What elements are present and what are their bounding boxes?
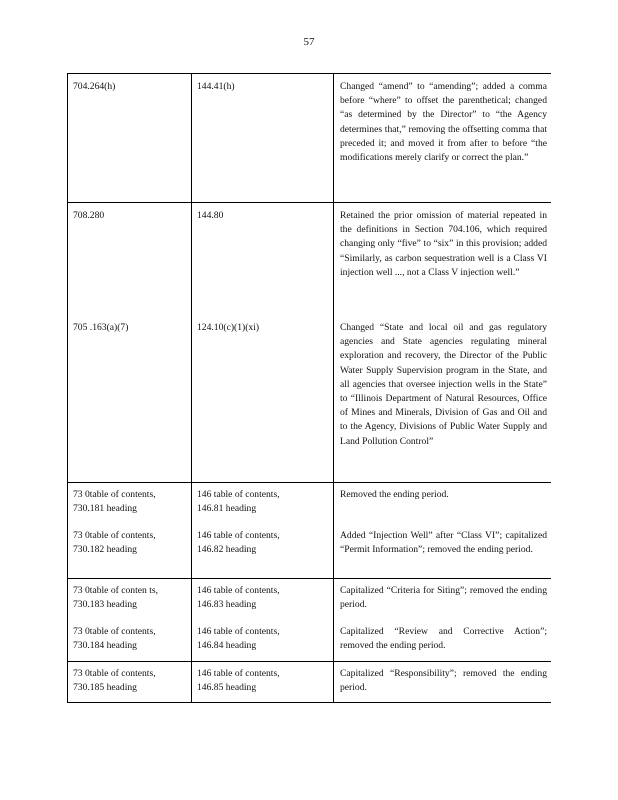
cfr-section-cell [192, 74, 334, 203]
change-description: Capitalized “Criteria for Siting”; removed the ending period. [340, 585, 547, 611]
change-cell [334, 483, 552, 579]
cfr-section-cell [192, 483, 334, 579]
il-section: 73 0table of contents, 730.185 heading [73, 668, 156, 694]
change-description: Removed the ending period. [340, 489, 449, 500]
change-description: Changed “amend” to “amending”; added a comma before “where” to offset the parenthetical; changed “as determined by the Director” to “the Agency determines that,” removing the offsetting comma that preceded it; and moved it from after to before “the modifications merely clarify or correct the plan.” [340, 81, 547, 164]
cfr-section: 124.10(c)(1)(xi) [197, 322, 260, 333]
il-section: 705 .163(a)(7) [73, 322, 129, 333]
page-number: 57 [303, 36, 315, 48]
table-row [68, 662, 552, 703]
cfr-section: 146 table of contents, 146.81 heading [197, 489, 280, 515]
cfr-section: 146 table of contents, 146.84 heading [197, 626, 280, 652]
il-section: 73 0table of contents, 730.182 heading [73, 530, 156, 556]
change-cell [334, 203, 552, 483]
amendments-table [67, 73, 551, 703]
table-row [68, 74, 552, 203]
table-row [68, 579, 552, 662]
table-row [68, 483, 552, 579]
change-description: Capitalized “Responsibility”; removed the ending period. [340, 668, 547, 694]
cfr-section: 146 table of contents, 146.85 heading [197, 668, 280, 694]
cfr-section: 144.80 [197, 210, 224, 221]
change-cell [334, 579, 552, 662]
cfr-section: 146 table of contents, 146.83 heading [197, 585, 280, 611]
il-section-cell [68, 662, 192, 703]
il-section-cell [68, 74, 192, 203]
il-section: 73 0table of contents, 730.184 heading [73, 626, 156, 652]
cfr-section-cell [192, 579, 334, 662]
change-description: Changed “State and local oil and gas regulatory agencies and State agencies regulating mineral exploration and recovery, the Director of the Public Water Supply Supervision program in the State, and all agencies that oversee injection wells in the State” to “Illinois Department of Natural Resources, Office of Mines and Minerals, Division of Gas and Oil and to the Agency, Divisions of Public Water Supply and Land Pollution Control” [340, 322, 547, 447]
change-description: Capitalized “Review and Corrective Action”; removed the ending period. [340, 626, 547, 652]
il-section: 73 0table of conten ts, 730.183 heading [73, 585, 158, 611]
cfr-section-cell [192, 662, 334, 703]
table-row [68, 203, 552, 483]
il-section-cell [68, 579, 192, 662]
cfr-section: 144.41(h) [197, 81, 235, 92]
change-description: Added “Injection Well” after “Class VI”; capitalized “Permit Information”; removed the ending period. [340, 530, 547, 556]
il-section: 704.264(h) [73, 81, 116, 92]
il-section: 73 0table of contents, 730.181 heading [73, 489, 156, 515]
change-cell [334, 74, 552, 203]
cfr-section-cell [192, 203, 334, 483]
cfr-section: 146 table of contents, 146.82 heading [197, 530, 280, 556]
il-section-cell [68, 203, 192, 483]
il-section-cell [68, 483, 192, 579]
il-section: 708.280 [73, 210, 105, 221]
change-cell [334, 662, 552, 703]
change-description: Retained the prior omission of material repeated in the definitions in Section 704.106, which required changing only “five” to “six” in this provision; added “Similarly, as carbon sequestration well is a Class VI injection well ..., not a Class V injection well.” [340, 210, 547, 278]
